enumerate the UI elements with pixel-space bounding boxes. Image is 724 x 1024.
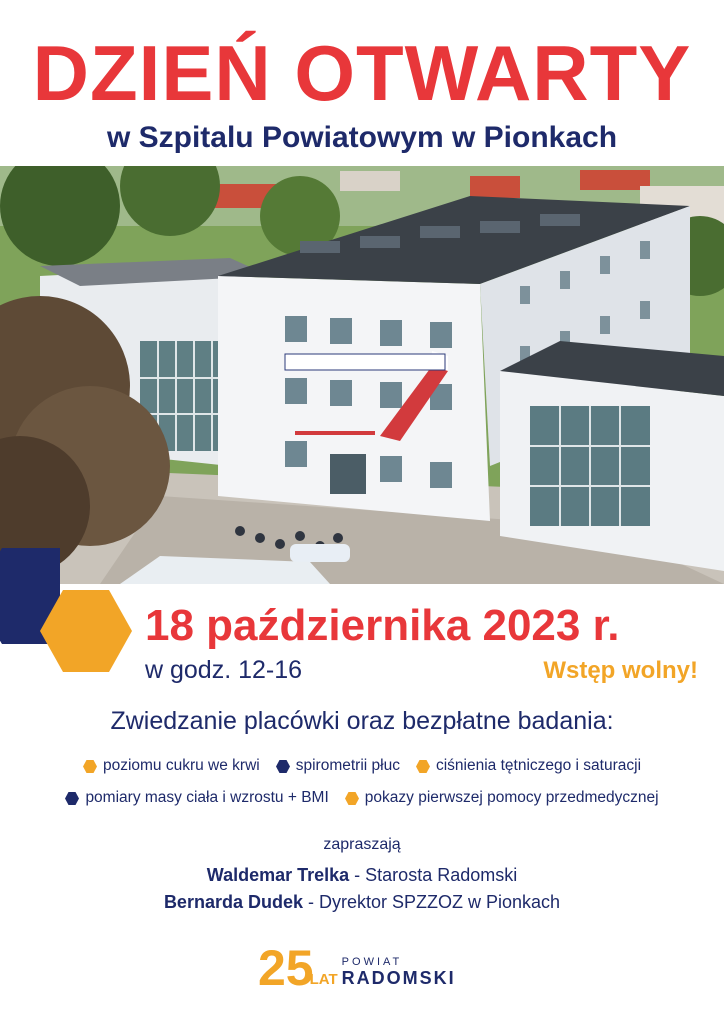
host-name: Bernarda Dudek [163,892,303,912]
list-item [65,789,328,807]
admission-note: Wstęp wolny! [543,657,698,684]
hospital-photo [0,166,724,584]
exam-label: pomiary masy ciała i wzrostu + BMI [85,789,329,806]
poster-subtitle: w Szpitalu Powiatowym w Pionkach [106,121,618,154]
exam-label: poziomu cukru we krwi [102,757,260,774]
powiat-logo [258,940,456,996]
host-role: - Dyrektor SPZZOZ w Pionkach [302,892,561,912]
logo-powiat: POWIAT [341,956,403,968]
host-line-1 [0,865,724,886]
list-item [416,757,641,775]
hexagon-icon [276,760,290,773]
host-role: - Starosta Radomski [349,865,518,885]
exam-label: ciśnienia tętniczego i saturacji [435,757,642,774]
invite-label: zapraszają [323,836,401,853]
list-item [345,789,659,807]
host-line-2 [0,892,724,913]
exam-list-row-1 [0,757,724,775]
logo-text [342,956,456,989]
list-item [83,757,260,775]
logo-number: 25 [258,940,314,996]
hexagon-icon [345,792,359,805]
exam-label: pokazy pierwszej pomocy przedmedycznej [364,789,659,806]
host-name: Waldemar Trelka [206,865,350,885]
program-heading: Zwiedzanie placówki oraz bezpłatne badania: [110,707,614,735]
exam-list-row-2 [0,789,724,807]
exam-label: spirometrii płuc [295,757,400,774]
logo-radomski: RADOMSKI [341,968,456,988]
event-date: 18 października 2023 r. [145,601,620,650]
event-hours: w godz. 12-16 [145,656,303,684]
hexagon-icon [40,590,132,672]
poster-title: DZIEŃ OTWARTY [32,29,692,117]
list-item [276,757,400,775]
hexagon-icon [416,760,430,773]
hexagon-icon [65,792,79,805]
hexagon-icon [83,760,97,773]
logo-lat: LAT [309,971,338,988]
